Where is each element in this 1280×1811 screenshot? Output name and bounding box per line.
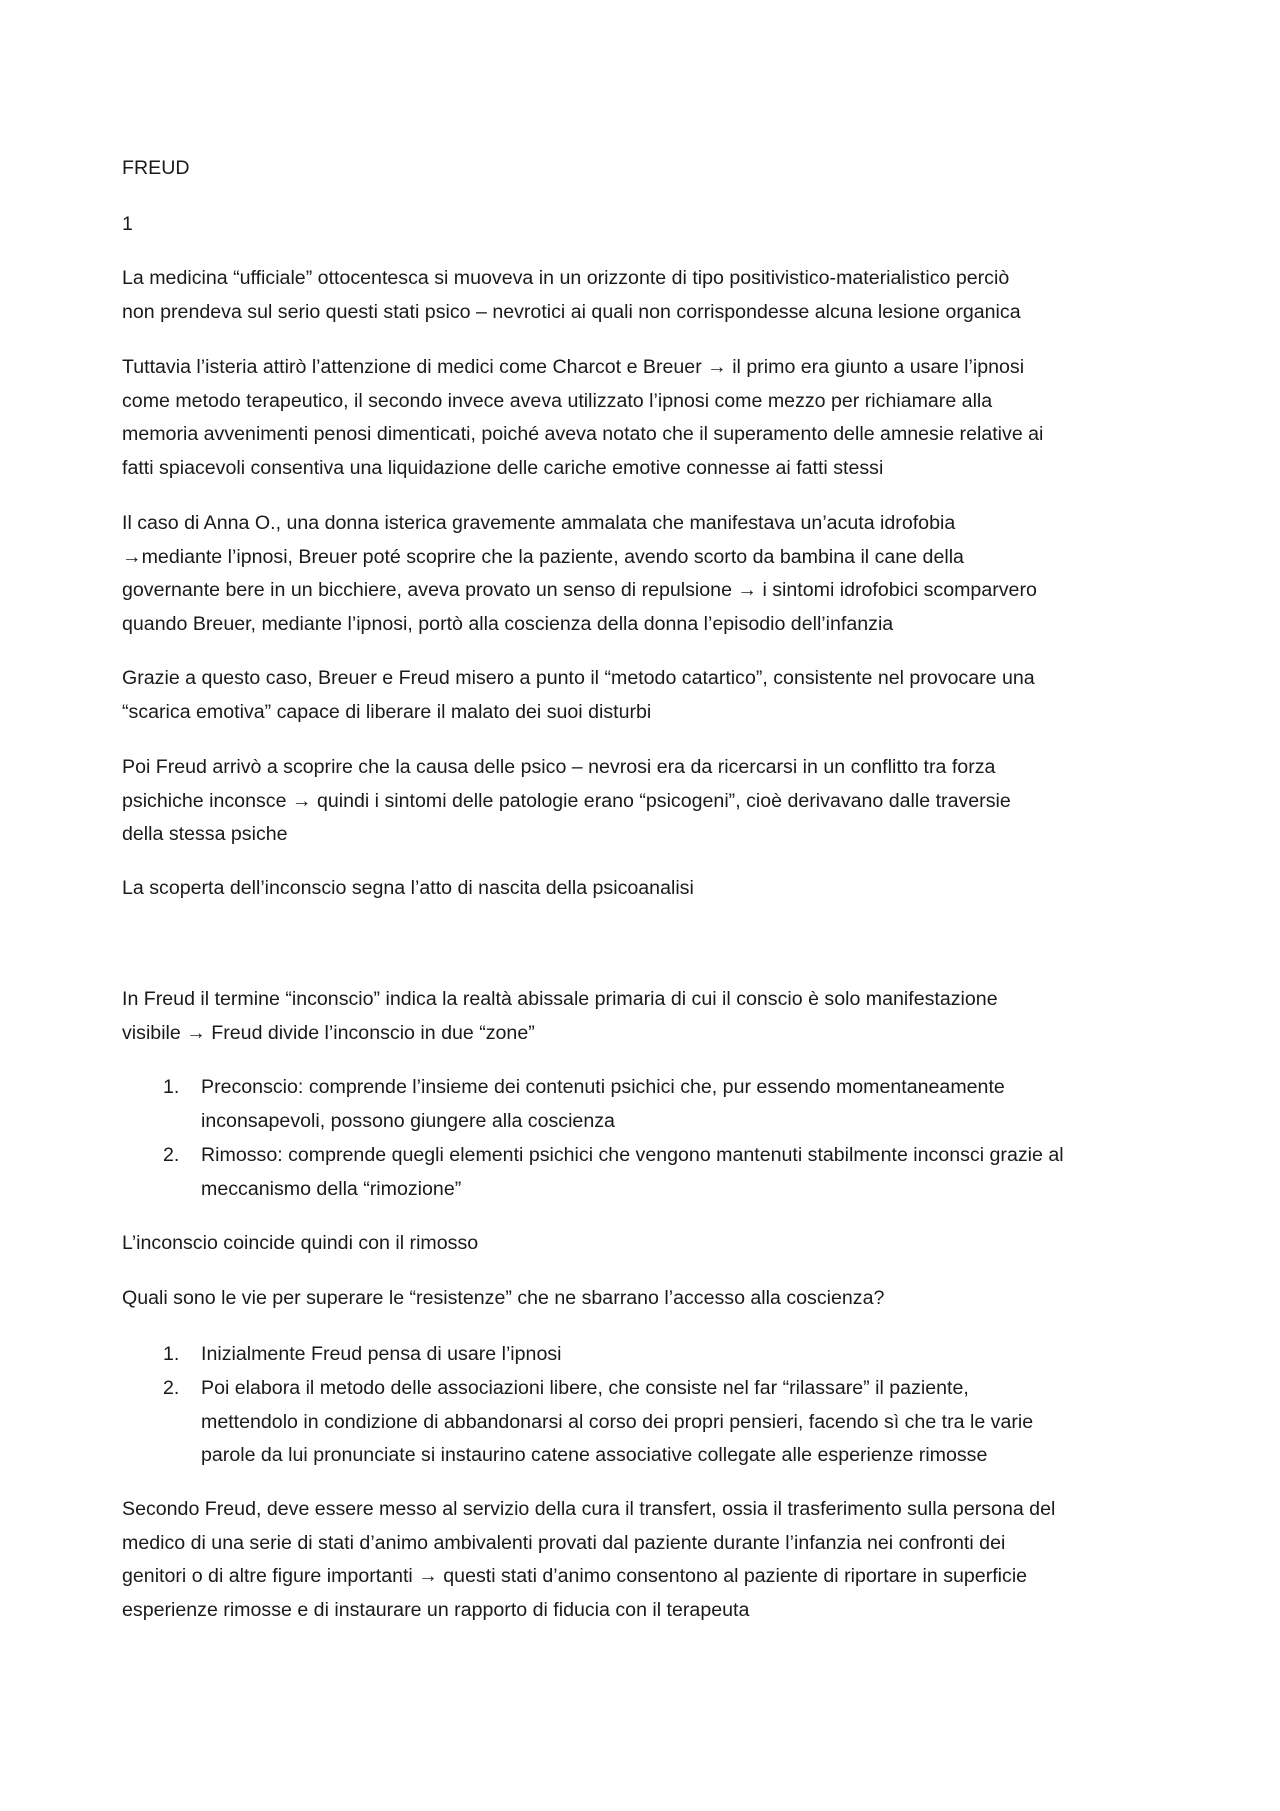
text-line: La scoperta dell’inconscio segna l’atto di nascita della psicoanalisi [122,877,694,899]
text-line: In Freud il termine “inconscio” indica la realtà abissale primaria di cui il conscio è solo manifestazione [122,988,998,1010]
text-line: psichiche inconsce → quindi i sintomi delle patologie erano “psicogeni”, cioè derivavano dalle traversie [122,789,1011,812]
text-line: L’inconscio coincide quindi con il rimosso [122,1232,479,1254]
text-line: medico di una serie di stati d’animo ambivalenti provati dal paziente durante l’infanzia nei confronti dei [122,1531,1006,1554]
paragraph [122,983,998,1050]
text-line: Inizialmente Freud pensa di usare l’ipnosi [201,1343,562,1365]
text-line: governante bere in un bicchiere, aveva provato un senso di repulsione → i sintomi idrofobici scomparvero [122,579,1037,602]
paragraph [122,351,1043,485]
paragraph [122,262,1021,329]
text-line: memoria avvenimenti penosi dimenticati, poiché aveva notato che il superamento delle amnesie relative ai [122,423,1044,446]
paragraph [122,1227,478,1261]
text-line: La medicina “ufficiale” ottocentesca si muoveva in un orizzonte di tipo positivistico-materialistico perciò [122,267,1010,289]
paragraph [122,507,1037,641]
paragraph [122,1282,884,1316]
text-line: quando Breuer, mediante l’ipnosi, portò alla coscienza della donna l’episodio dell’infanzia [122,612,894,635]
list-number: 2. [163,1377,180,1399]
text-line: Poi Freud arrivò a scoprire che la causa delle psico – nevrosi era da ricercarsi in un conflitto tra forza [122,756,996,778]
text-line: Rimosso: comprende quegli elementi psichici che vengono mantenuti stabilmente inconsci grazie al [201,1144,1064,1166]
text-line: Grazie a questo caso, Breuer e Freud misero a punto il “metodo catartico”, consistente nel provocare una [122,667,1035,689]
text-line: →mediante l’ipnosi, Breuer poté scoprire che la paziente, avendo scorto da bambina il cane della [122,545,964,568]
paragraph [122,751,1011,852]
list-number: 1. [163,1343,180,1365]
text-line: Preconscio: comprende l’insieme dei contenuti psichici che, pur essendo momentaneamente [201,1076,1005,1098]
paragraph [122,872,694,906]
text-line: genitori o di altre figure importanti → questi stati d’animo consentono al paziente di riportare in superficie [122,1565,1028,1588]
text-line: Il caso di Anna O., una donna isterica gravemente ammalata che manifestava un’acuta idrofobia [122,512,956,534]
text-line: meccanismo della “rimozione” [201,1177,462,1200]
list-text [201,1071,1005,1138]
text-line: come metodo terapeutico, il secondo invece aveva utilizzato l’ipnosi come mezzo per richiamare alla [122,389,993,412]
text-line: Tuttavia l’isteria attirò l’attenzione di medici come Charcot e Breuer → il primo era giunto a usare l’ipnosi [122,356,1025,378]
paragraph [122,662,1035,729]
list-text [201,1338,562,1372]
text-line: mettendolo in condizione di abbandonarsi al corso dei propri pensieri, facendo sì che tra le varie [201,1410,1034,1433]
section-number: 1 [122,213,133,235]
text-line: Poi elabora il metodo delle associazioni libere, che consiste nel far “rilassare” il paziente, [201,1377,969,1399]
list-text [201,1372,1033,1473]
text-line: “scarica emotiva” capace di liberare il malato dei suoi disturbi [122,700,652,723]
text-line: parole da lui pronunciate si instaurino catene associative collegate alle esperienze rimosse [201,1444,988,1467]
text-line: fatti spiacevoli consentiva una liquidazione delle cariche emotive connesse ai fatti stessi [122,456,884,479]
paragraph-transfert [122,1493,1055,1627]
text-line: Secondo Freud, deve essere messo al servizio della cura il transfert, ossia il trasferimento sulla persona del [122,1498,1056,1520]
text-line: inconsapevoli, possono giungere alla coscienza [201,1109,615,1132]
text-line: visibile → Freud divide l’inconscio in due “zone” [122,1021,535,1044]
text-line: della stessa psiche [122,823,288,846]
text-line: esperienze rimosse e di instaurare un rapporto di fiducia con il terapeuta [122,1598,750,1621]
list-text [201,1139,1064,1206]
document-title: FREUD [122,157,190,179]
list-number: 1. [163,1076,180,1098]
list-number: 2. [163,1144,180,1166]
text-line: Quali sono le vie per superare le “resistenze” che ne sbarrano l’accesso alla coscienza? [122,1287,885,1309]
text-line: non prendeva sul serio questi stati psico – nevrotici ai quali non corrispondesse alcuna lesione organica [122,300,1021,323]
